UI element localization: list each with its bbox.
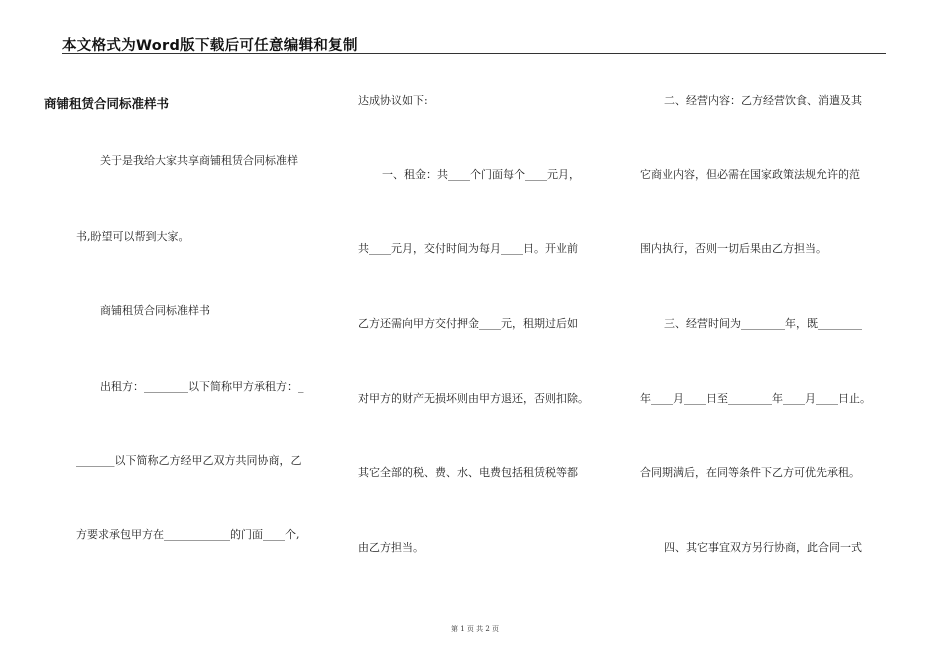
paragraph-line: _______以下简称乙方经甲乙双方共同协商，乙 [76, 454, 302, 467]
paragraph-line: 对甲方的财产无损坏则由甲方退还，否则扣除。 [358, 392, 589, 405]
paragraph-line: 关于是我给大家共享商铺租赁合同标准样 [100, 154, 298, 167]
paragraph-line: 四、其它事宜双方另行协商，此合同一式 [664, 541, 862, 554]
paragraph-line: 年____月____日至________年____月____日止。 [640, 392, 871, 405]
paragraph-line: 围内执行，否则一切后果由乙方担当。 [640, 242, 827, 255]
paragraph-line: 它商业内容，但必需在国家政策法规允许的范 [640, 168, 860, 181]
page-number: 第 1 页 共 2 页 [450, 625, 500, 633]
page-header: 本文格式为Word版下载后可任意编辑和复制 [62, 38, 358, 54]
header-divider [62, 53, 886, 54]
paragraph-line: 由乙方担当。 [358, 541, 424, 554]
paragraph-line: 二、经营内容：乙方经营饮食、消遣及其 [664, 94, 862, 107]
paragraph-line: 其它全部的税、费、水、电费包括租赁税等都 [358, 466, 578, 479]
paragraph-line: 达成协议如下: [358, 94, 428, 107]
paragraph-line: 共____元月，交付时间为每月____日。开业前 [358, 242, 578, 255]
paragraph-line: 商铺租赁合同标准样书 [100, 304, 210, 317]
paragraph-line: 三、经营时间为________年，既________ [664, 317, 862, 330]
document-title: 商铺租赁合同标准样书 [44, 96, 170, 111]
paragraph-line: 方要求承包甲方在____________的门面____个, [76, 528, 300, 541]
paragraph-line: 出租方：________以下简称甲方承租方：_ [100, 380, 304, 393]
paragraph-line: 乙方还需向甲方交付押金____元，租期过后如 [358, 317, 578, 330]
paragraph-line: 合同期满后，在同等条件下乙方可优先承租。 [640, 466, 860, 479]
paragraph-line: 书,盼望可以帮到大家。 [76, 230, 190, 243]
paragraph-line: 一、租金：共____个门面每个____元月， [382, 168, 580, 181]
